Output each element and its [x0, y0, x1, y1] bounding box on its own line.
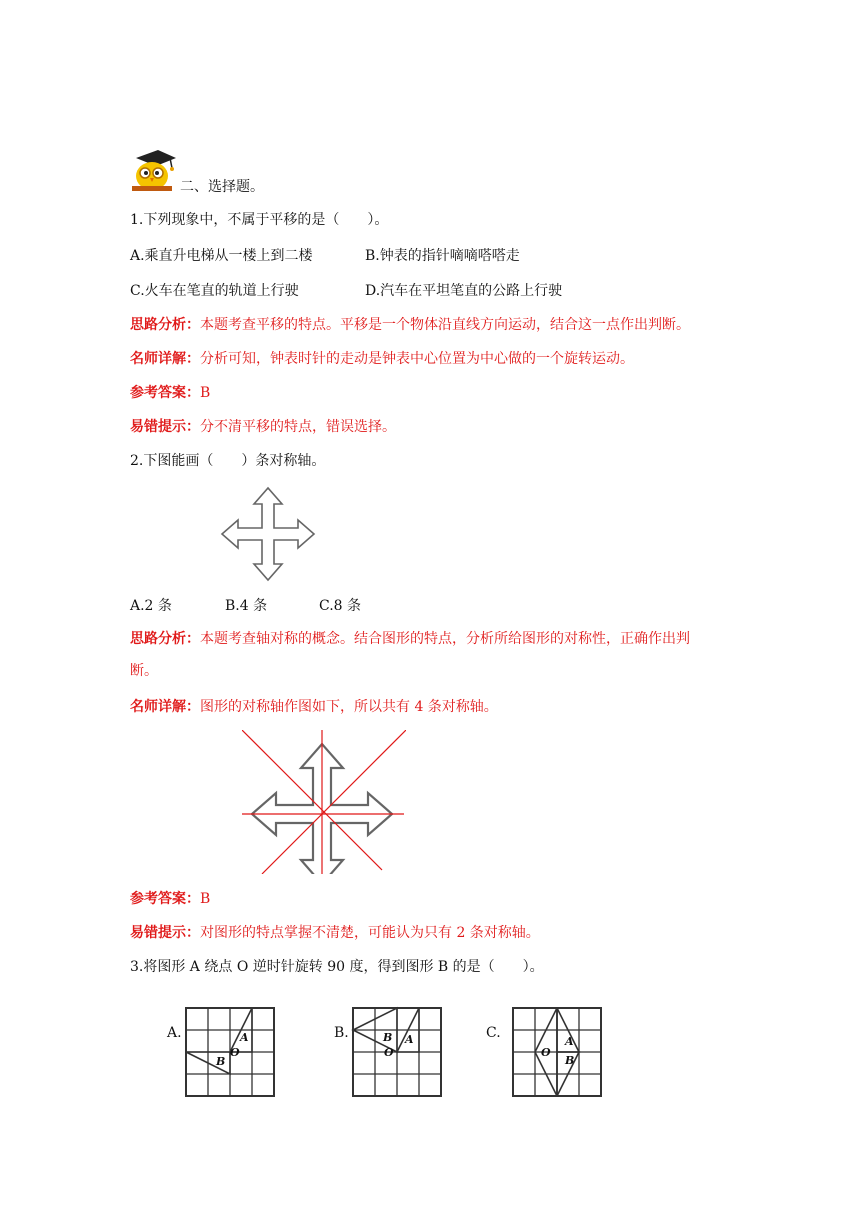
q2-analysis-label: 思路分析：: [130, 631, 200, 647]
q2-analysis-line2: 断。: [130, 663, 158, 679]
q2-option-c: C.8 条: [319, 598, 362, 614]
q3-option-b-label: B.: [334, 1025, 349, 1041]
q2-tip-label: 易错提示：: [130, 925, 200, 941]
q2-analysis-text: 本题考查轴对称的概念。结合图形的特点，分析所给图形的对称性，正确作出判: [200, 631, 690, 647]
q1-tip: [130, 417, 396, 437]
q2-answer-value: B: [200, 891, 211, 907]
q3-b-shape-b-label: B: [383, 1031, 393, 1044]
symmetry-axes-figure: [242, 730, 406, 874]
q2-option-a: A.2 条: [130, 598, 172, 614]
q3-b-point-o-label: O: [384, 1046, 394, 1059]
q3-c-shape-b-label: B: [565, 1054, 575, 1067]
q2-analysis-line1: [130, 629, 690, 649]
q1-stem: 1.下列现象中，不属于平移的是（ ）。: [130, 212, 389, 228]
q1-answer: [130, 383, 210, 403]
owl-graduate-icon: [130, 146, 178, 192]
q3-option-c-grid: [511, 1006, 603, 1098]
q3-option-a-label: A.: [167, 1025, 182, 1041]
q1-option-a: A.乘直升电梯从一楼上到二楼: [130, 248, 313, 264]
q2-answer-label: 参考答案：: [130, 891, 200, 907]
q2-detail-label: 名师详解：: [130, 699, 200, 715]
q2-detail: [130, 697, 498, 717]
q3-a-shape-a-label: A: [240, 1031, 249, 1044]
q3-c-shape-a-label: A: [565, 1035, 574, 1048]
q3-b-shape-a-label: A: [405, 1033, 414, 1046]
q1-tip-text: 分不清平移的特点，错误选择。: [200, 419, 396, 435]
q2-stem: 2.下图能画（ ）条对称轴。: [130, 453, 326, 469]
q3-a-shape-b-label: B: [216, 1055, 226, 1068]
q2-option-b: B.4 条: [225, 598, 268, 614]
q1-detail: [130, 349, 634, 369]
q3-option-b-grid: [351, 1006, 443, 1098]
q1-detail-text: 分析可知，钟表时针的走动是钟表中心位置为中心做的一个旋转运动。: [200, 351, 634, 367]
four-arrow-cross-figure: [218, 484, 318, 584]
diagonal-axis-1: [262, 730, 406, 874]
q2-tip: [130, 923, 540, 943]
q1-option-b: B.钟表的指针嘀嘀嗒嗒走: [365, 248, 520, 264]
section-title: 二、选择题。: [180, 179, 264, 195]
q1-analysis-label: 思路分析：: [130, 317, 200, 333]
q2-tip-text: 对图形的特点掌握不清楚，可能认为只有 2 条对称轴。: [200, 925, 540, 941]
q3-option-c-label: C.: [486, 1025, 501, 1041]
q1-answer-label: 参考答案：: [130, 385, 200, 401]
q1-tip-label: 易错提示：: [130, 419, 200, 435]
q1-analysis-text: 本题考查平移的特点。平移是一个物体沿直线方向运动，结合这一点作出判断。: [200, 317, 690, 333]
q1-analysis: [130, 315, 690, 335]
q1-detail-label: 名师详解：: [130, 351, 200, 367]
q1-answer-value: B: [200, 385, 211, 401]
q2-answer: [130, 889, 210, 909]
q3-a-point-o-label: O: [230, 1046, 240, 1059]
q1-option-d: D.汽车在平坦笔直的公路上行驶: [365, 283, 563, 299]
q3-c-point-o-label: O: [541, 1046, 551, 1059]
q2-detail-text: 图形的对称轴作图如下，所以共有 4 条对称轴。: [200, 699, 498, 715]
q1-option-c: C.火车在笔直的轨道上行驶: [130, 283, 299, 299]
q3-stem: 3.将图形 A 绕点 O 逆时针旋转 90 度，得到图形 B 的是（ ）。: [130, 959, 544, 975]
